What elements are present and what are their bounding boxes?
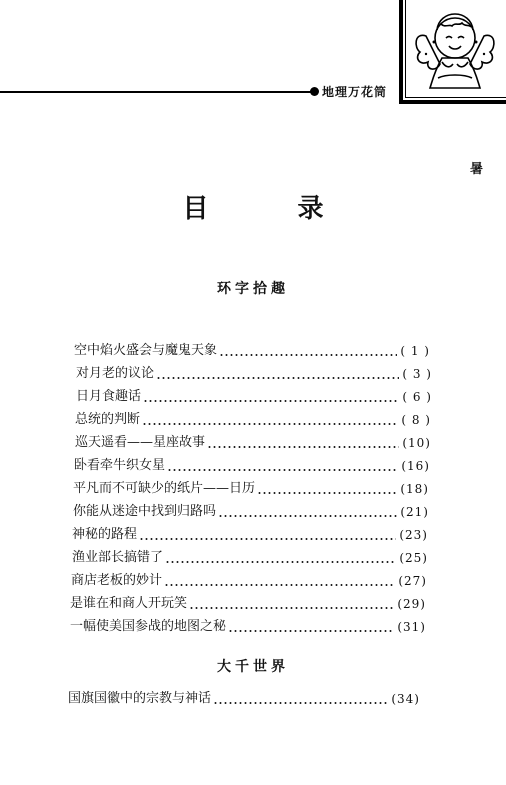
toc-entry[interactable] <box>74 340 430 360</box>
toc-leader <box>207 446 399 448</box>
toc-entry[interactable] <box>76 363 432 383</box>
toc-entry-page: (21) <box>400 505 429 519</box>
toc-entry-title: 神秘的路程 <box>72 527 138 542</box>
side-mark: 暑 <box>470 162 484 177</box>
toc-entry-title: 对月老的议论 <box>76 366 155 381</box>
toc-entry-title: 渔业部长搞错了 <box>72 550 164 565</box>
toc-entry-title: 卧看牵牛织女星 <box>74 458 166 473</box>
toc-leader <box>257 492 397 494</box>
page-title: 目 录 <box>182 194 364 224</box>
toc-entry-page: ( 8 ) <box>401 413 431 427</box>
toc-entry-page: (31) <box>397 620 426 634</box>
series-title: 地理万花筒 <box>322 85 388 99</box>
toc-leader <box>139 538 396 540</box>
toc-leader <box>213 702 388 704</box>
section-heading: 大千世界 <box>217 659 289 675</box>
toc-entry-page: ( 3 ) <box>402 367 432 381</box>
toc-leader <box>164 584 395 586</box>
toc-entry-title: 空中焰火盛会与魔鬼天象 <box>74 343 218 358</box>
toc-entry[interactable] <box>70 593 426 613</box>
toc-entry-title: 平凡而不可缺少的纸片——日历 <box>73 481 256 496</box>
toc-entry-title: 你能从迷途中找到归路吗 <box>73 504 217 519</box>
toc-entry-page: ( 6 ) <box>402 390 432 404</box>
toc-leader <box>142 423 398 425</box>
toc-leader <box>165 561 396 563</box>
toc-entry-title: 日月食趣话 <box>76 389 142 404</box>
toc-leader <box>219 354 397 356</box>
toc-entry-title: 商店老板的妙计 <box>71 573 163 588</box>
toc-leader <box>143 400 399 402</box>
angel-illustration <box>412 2 498 94</box>
toc-entry[interactable] <box>76 386 432 406</box>
toc-entry[interactable] <box>72 524 428 544</box>
toc-entry-title: 巡天遥看——星座故事 <box>75 435 206 450</box>
toc-leader <box>189 607 394 609</box>
toc-entry[interactable] <box>74 455 430 475</box>
toc-leader <box>228 630 394 632</box>
section-heading: 环字拾趣 <box>217 281 289 297</box>
toc-entry-page: (25) <box>399 551 428 565</box>
toc-entry-page: (29) <box>397 597 426 611</box>
toc-entry-page: ( 1 ) <box>400 344 430 358</box>
toc-entry[interactable] <box>71 570 427 590</box>
toc-entry-page: (34) <box>391 692 420 706</box>
toc-entry-title: 总统的判断 <box>75 412 141 427</box>
toc-entry-page: (10) <box>402 436 431 450</box>
toc-entry-page: (27) <box>398 574 427 588</box>
header-rule <box>0 91 312 93</box>
toc-entry[interactable] <box>73 501 429 521</box>
toc-entry-title: 一幅使美国参战的地图之秘 <box>70 619 227 634</box>
toc-entry-title: 是谁在和商人开玩笑 <box>70 596 188 611</box>
header-bullet <box>310 87 319 96</box>
toc-entry[interactable] <box>68 688 420 708</box>
toc-entry-page: (23) <box>399 528 428 542</box>
toc-entry[interactable] <box>70 616 426 636</box>
toc-leader <box>167 469 398 471</box>
toc-leader <box>156 377 399 379</box>
toc-entry[interactable] <box>72 547 428 567</box>
toc-entry-page: (16) <box>401 459 430 473</box>
toc-entry-title: 国旗国徽中的宗教与神话 <box>68 691 212 706</box>
toc-entry[interactable] <box>75 432 431 452</box>
toc-entry[interactable] <box>73 478 429 498</box>
toc-entry[interactable] <box>75 409 431 429</box>
toc-leader <box>218 515 397 517</box>
toc-entry-page: (18) <box>400 482 429 496</box>
